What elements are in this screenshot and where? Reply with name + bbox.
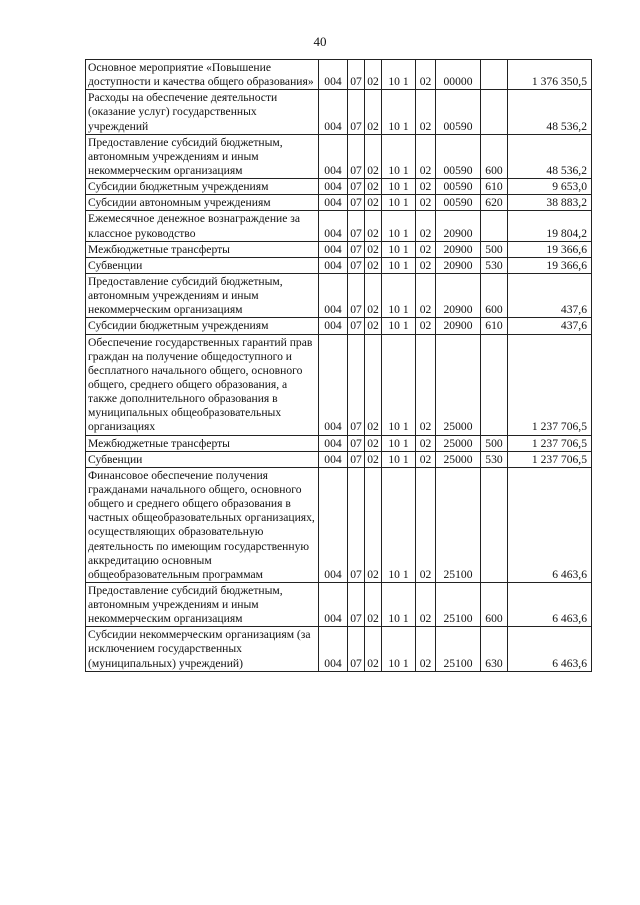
row-expense-type-code: 610 — [481, 179, 508, 195]
row-amount: 437,6 — [508, 318, 592, 334]
row-admin-code: 004 — [319, 257, 348, 273]
table-row — [86, 195, 592, 211]
row-name: Финансовое обеспечение получения гражданами начального общего, основного общего и среднего общего образования в частных общеобразовательных организациях, осуществляющих образовательную деятельность по имеющим государственную аккредитацию основным общеобразовательным программам — [86, 467, 319, 582]
row-program-code: 10 1 — [382, 60, 416, 90]
row-name: Обеспечение государственных гарантий прав граждан на получение общедоступного и бесплатного начального общего, основного общего, среднего общего образования, а также дополнительного образования в муниципальных общеобразовательных организациях — [86, 334, 319, 435]
row-program-code: 10 1 — [382, 257, 416, 273]
row-subprogram-code: 02 — [416, 179, 436, 195]
row-name: Межбюджетные трансферты — [86, 435, 319, 451]
row-expense-type-code: 500 — [481, 241, 508, 257]
table-row — [86, 582, 592, 626]
row-expense-type-code: 500 — [481, 435, 508, 451]
row-name: Субсидии некоммерческим организациям (за исключением государственных (муниципальных) учреждений) — [86, 627, 319, 671]
row-direction-code: 00590 — [436, 134, 481, 178]
row-program-code: 10 1 — [382, 241, 416, 257]
row-subprogram-code: 02 — [416, 195, 436, 211]
row-subsection-code: 02 — [365, 334, 382, 435]
row-section-code: 07 — [348, 134, 365, 178]
row-admin-code: 004 — [319, 582, 348, 626]
row-expense-type-code: 530 — [481, 451, 508, 467]
row-amount: 19 366,6 — [508, 241, 592, 257]
row-name: Ежемесячное денежное вознаграждение за классное руководство — [86, 211, 319, 241]
row-program-code: 10 1 — [382, 451, 416, 467]
row-subprogram-code: 02 — [416, 334, 436, 435]
row-direction-code: 20900 — [436, 241, 481, 257]
row-name: Основное мероприятие «Повышение доступности и качества общего образования» — [86, 60, 319, 90]
row-direction-code: 20900 — [436, 273, 481, 317]
row-section-code: 07 — [348, 467, 365, 582]
row-expense-type-code — [481, 467, 508, 582]
row-admin-code: 004 — [319, 467, 348, 582]
row-name: Субвенции — [86, 257, 319, 273]
row-program-code: 10 1 — [382, 90, 416, 134]
page-number: 40 — [313, 34, 327, 49]
row-admin-code: 004 — [319, 627, 348, 671]
row-expense-type-code: 630 — [481, 627, 508, 671]
row-section-code: 07 — [348, 195, 365, 211]
row-expense-type-code — [481, 60, 508, 90]
table-row — [86, 334, 592, 435]
row-subsection-code: 02 — [365, 195, 382, 211]
row-name: Расходы на обеспечение деятельности (оказание услуг) государственных учреждений — [86, 90, 319, 134]
row-admin-code: 004 — [319, 241, 348, 257]
row-subprogram-code: 02 — [416, 435, 436, 451]
table-row — [86, 318, 592, 334]
row-admin-code: 004 — [319, 60, 348, 90]
row-expense-type-code: 600 — [481, 134, 508, 178]
row-expense-type-code: 610 — [481, 318, 508, 334]
row-section-code: 07 — [348, 451, 365, 467]
row-subprogram-code: 02 — [416, 451, 436, 467]
row-amount: 48 536,2 — [508, 134, 592, 178]
row-name: Субсидии бюджетным учреждениям — [86, 179, 319, 195]
row-section-code: 07 — [348, 211, 365, 241]
row-section-code: 07 — [348, 241, 365, 257]
row-subprogram-code: 02 — [416, 318, 436, 334]
row-subsection-code: 02 — [365, 467, 382, 582]
row-amount: 6 463,6 — [508, 627, 592, 671]
table-row — [86, 435, 592, 451]
row-subprogram-code: 02 — [416, 211, 436, 241]
table-row — [86, 273, 592, 317]
row-section-code: 07 — [348, 318, 365, 334]
row-name: Субсидии бюджетным учреждениям — [86, 318, 319, 334]
row-subprogram-code: 02 — [416, 582, 436, 626]
row-subprogram-code: 02 — [416, 627, 436, 671]
table-row — [86, 451, 592, 467]
row-admin-code: 004 — [319, 195, 348, 211]
row-section-code: 07 — [348, 257, 365, 273]
row-section-code: 07 — [348, 334, 365, 435]
table-row — [86, 134, 592, 178]
row-program-code: 10 1 — [382, 435, 416, 451]
row-expense-type-code — [481, 211, 508, 241]
row-direction-code: 00590 — [436, 195, 481, 211]
row-amount: 48 536,2 — [508, 90, 592, 134]
row-program-code: 10 1 — [382, 582, 416, 626]
row-amount: 437,6 — [508, 273, 592, 317]
row-expense-type-code — [481, 90, 508, 134]
row-subprogram-code: 02 — [416, 134, 436, 178]
row-subsection-code: 02 — [365, 318, 382, 334]
row-subprogram-code: 02 — [416, 241, 436, 257]
row-subsection-code: 02 — [365, 451, 382, 467]
row-subsection-code: 02 — [365, 582, 382, 626]
row-direction-code: 25000 — [436, 451, 481, 467]
row-direction-code: 00000 — [436, 60, 481, 90]
table-row — [86, 257, 592, 273]
row-section-code: 07 — [348, 90, 365, 134]
row-name: Предоставление субсидий бюджетным, автономным учреждениям и иным некоммерческим организациям — [86, 134, 319, 178]
row-program-code: 10 1 — [382, 318, 416, 334]
row-admin-code: 004 — [319, 211, 348, 241]
row-subprogram-code: 02 — [416, 467, 436, 582]
row-direction-code: 00590 — [436, 90, 481, 134]
row-subsection-code: 02 — [365, 134, 382, 178]
table-row — [86, 179, 592, 195]
row-program-code: 10 1 — [382, 179, 416, 195]
row-program-code: 10 1 — [382, 627, 416, 671]
row-subsection-code: 02 — [365, 90, 382, 134]
row-admin-code: 004 — [319, 334, 348, 435]
table-row — [86, 90, 592, 134]
row-direction-code: 20900 — [436, 318, 481, 334]
row-subsection-code: 02 — [365, 60, 382, 90]
row-direction-code: 20900 — [436, 257, 481, 273]
row-direction-code: 25100 — [436, 582, 481, 626]
row-program-code: 10 1 — [382, 273, 416, 317]
row-section-code: 07 — [348, 435, 365, 451]
row-subsection-code: 02 — [365, 241, 382, 257]
row-direction-code: 25000 — [436, 435, 481, 451]
row-subprogram-code: 02 — [416, 273, 436, 317]
row-amount: 1 237 706,5 — [508, 334, 592, 435]
table-row — [86, 467, 592, 582]
row-program-code: 10 1 — [382, 334, 416, 435]
row-expense-type-code: 600 — [481, 582, 508, 626]
row-direction-code: 25000 — [436, 334, 481, 435]
row-name: Предоставление субсидий бюджетным, автономным учреждениям и иным некоммерческим организациям — [86, 273, 319, 317]
row-amount: 38 883,2 — [508, 195, 592, 211]
table-row — [86, 241, 592, 257]
row-admin-code: 004 — [319, 90, 348, 134]
row-expense-type-code: 620 — [481, 195, 508, 211]
table-row — [86, 627, 592, 671]
table-row — [86, 211, 592, 241]
row-amount: 1 376 350,5 — [508, 60, 592, 90]
row-expense-type-code: 600 — [481, 273, 508, 317]
row-section-code: 07 — [348, 582, 365, 626]
row-amount: 1 237 706,5 — [508, 435, 592, 451]
row-program-code: 10 1 — [382, 195, 416, 211]
row-section-code: 07 — [348, 627, 365, 671]
row-amount: 9 653,0 — [508, 179, 592, 195]
row-program-code: 10 1 — [382, 134, 416, 178]
row-direction-code: 25100 — [436, 627, 481, 671]
row-section-code: 07 — [348, 60, 365, 90]
row-subprogram-code: 02 — [416, 90, 436, 134]
row-name: Субсидии автономным учреждениям — [86, 195, 319, 211]
row-expense-type-code — [481, 334, 508, 435]
row-section-code: 07 — [348, 273, 365, 317]
row-subprogram-code: 02 — [416, 257, 436, 273]
budget-table — [85, 59, 592, 672]
row-amount: 19 366,6 — [508, 257, 592, 273]
row-subsection-code: 02 — [365, 273, 382, 317]
row-subprogram-code: 02 — [416, 60, 436, 90]
row-section-code: 07 — [348, 179, 365, 195]
row-direction-code: 25100 — [436, 467, 481, 582]
row-admin-code: 004 — [319, 451, 348, 467]
row-admin-code: 004 — [319, 179, 348, 195]
row-amount: 6 463,6 — [508, 467, 592, 582]
row-amount: 6 463,6 — [508, 582, 592, 626]
row-program-code: 10 1 — [382, 467, 416, 582]
row-subsection-code: 02 — [365, 179, 382, 195]
row-subsection-code: 02 — [365, 627, 382, 671]
row-subsection-code: 02 — [365, 435, 382, 451]
row-admin-code: 004 — [319, 134, 348, 178]
row-subsection-code: 02 — [365, 257, 382, 273]
row-direction-code: 20900 — [436, 211, 481, 241]
row-admin-code: 004 — [319, 318, 348, 334]
row-admin-code: 004 — [319, 435, 348, 451]
row-admin-code: 004 — [319, 273, 348, 317]
row-program-code: 10 1 — [382, 211, 416, 241]
row-direction-code: 00590 — [436, 179, 481, 195]
row-expense-type-code: 530 — [481, 257, 508, 273]
row-amount: 1 237 706,5 — [508, 451, 592, 467]
row-name: Предоставление субсидий бюджетным, автономным учреждениям и иным некоммерческим организациям — [86, 582, 319, 626]
row-amount: 19 804,2 — [508, 211, 592, 241]
row-name: Межбюджетные трансферты — [86, 241, 319, 257]
table-row — [86, 60, 592, 90]
table-body — [86, 60, 592, 672]
row-subsection-code: 02 — [365, 211, 382, 241]
row-name: Субвенции — [86, 451, 319, 467]
